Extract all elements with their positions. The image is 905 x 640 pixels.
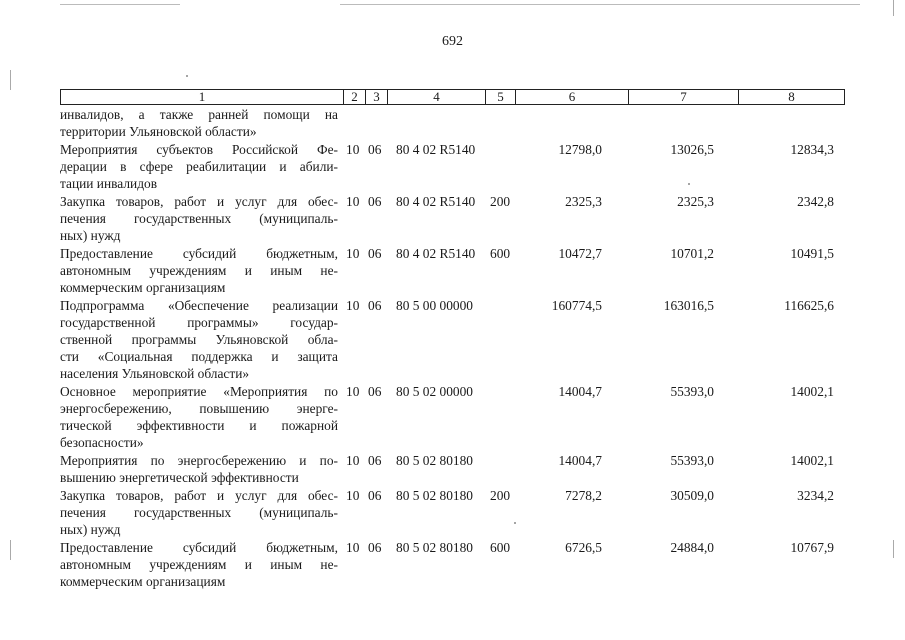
row-name-line: автономным учреждениям и иным не- xyxy=(60,557,338,572)
row-name-line: дерации в сфере реабилитации и абили- xyxy=(60,159,338,174)
cell-c6: 14004,7 xyxy=(558,453,602,468)
cell-c2: 10 xyxy=(346,246,360,261)
cell-c6: 2325,3 xyxy=(565,194,602,209)
table-row xyxy=(60,245,845,296)
cell-c8: 14002,1 xyxy=(790,384,834,399)
row-name-line: Основное мероприятие «Мероприятия по xyxy=(60,384,338,399)
cell-c5: 600 xyxy=(490,246,511,261)
cell-c4: 80 4 02 R5140 xyxy=(396,194,476,209)
table-row xyxy=(60,487,845,538)
row-name xyxy=(60,193,338,244)
cell-c2: 10 xyxy=(346,298,360,313)
row-name-line: тической эффективности и пожарной xyxy=(60,418,338,433)
table-row xyxy=(60,539,845,590)
scan-artifact xyxy=(10,540,11,560)
cell-c7: 2325,3 xyxy=(677,194,714,209)
scan-artifact xyxy=(893,540,894,558)
row-name xyxy=(60,452,338,486)
header-cell-5: 5 xyxy=(486,90,516,104)
cell-c3: 06 xyxy=(368,246,382,261)
row-name-line: государственной программы» государ- xyxy=(60,315,338,330)
row-name-line: безопасности» xyxy=(60,435,144,450)
row-name-line: Мероприятия по энергосбережению и по- xyxy=(60,453,338,468)
cell-c2: 10 xyxy=(346,540,360,555)
row-name xyxy=(60,383,338,451)
cell-c4: 80 4 02 R5140 xyxy=(396,246,476,261)
row-name xyxy=(60,539,338,590)
cell-c4: 80 5 02 80180 xyxy=(396,540,473,555)
cell-c8: 10491,5 xyxy=(790,246,834,261)
row-name-line: ных) нужд xyxy=(60,522,121,537)
row-name-line: ных) нужд xyxy=(60,228,121,243)
cell-c5: 200 xyxy=(490,194,511,209)
row-name-line: Предоставление субсидий бюджетным, xyxy=(60,246,338,261)
header-cell-4: 4 xyxy=(388,90,486,104)
cell-c3: 06 xyxy=(368,142,382,157)
scan-artifact xyxy=(186,75,188,77)
cell-c8: 116625,6 xyxy=(784,298,834,313)
cell-c3: 06 xyxy=(368,384,382,399)
cell-c6: 7278,2 xyxy=(565,488,602,503)
header-cell-6: 6 xyxy=(516,90,629,104)
row-name-line: Закупка товаров, работ и услуг для обес- xyxy=(60,194,338,209)
table-row xyxy=(60,141,845,192)
row-name-line: печения государственных (муниципаль- xyxy=(60,505,338,520)
row-name xyxy=(60,106,338,140)
cell-c6: 12798,0 xyxy=(558,142,602,157)
row-name-line: Закупка товаров, работ и услуг для обес- xyxy=(60,488,338,503)
cell-c5: 200 xyxy=(490,488,511,503)
row-name-line: энергосбережению, повышению энерге- xyxy=(60,401,338,416)
table-body xyxy=(60,106,845,591)
row-name-line: территории Ульяновской области» xyxy=(60,124,257,139)
cell-c8: 2342,8 xyxy=(797,194,834,209)
cell-c3: 06 xyxy=(368,488,382,503)
row-name-line: Мероприятия субъектов Российской Фе- xyxy=(60,142,338,157)
cell-c2: 10 xyxy=(346,142,360,157)
cell-c7: 55393,0 xyxy=(670,453,714,468)
cell-c4: 80 5 02 80180 xyxy=(396,488,473,503)
row-name-line: тации инвалидов xyxy=(60,176,158,191)
cell-c2: 10 xyxy=(346,488,360,503)
cell-c3: 06 xyxy=(368,540,382,555)
row-name-line: вышению энергетической эффективности xyxy=(60,470,299,485)
cell-c3: 06 xyxy=(368,298,382,313)
cell-c3: 06 xyxy=(368,194,382,209)
row-name-line: печения государственных (муниципаль- xyxy=(60,211,338,226)
cell-c6: 160774,5 xyxy=(551,298,602,313)
header-cell-2: 2 xyxy=(344,90,366,104)
header-cell-7: 7 xyxy=(629,90,739,104)
cell-c8: 14002,1 xyxy=(790,453,834,468)
cell-c8: 12834,3 xyxy=(790,142,834,157)
cell-c7: 55393,0 xyxy=(670,384,714,399)
cell-c7: 10701,2 xyxy=(670,246,714,261)
cell-c6: 6726,5 xyxy=(565,540,602,555)
cell-c7: 163016,5 xyxy=(663,298,714,313)
cell-c6: 14004,7 xyxy=(558,384,602,399)
table-row xyxy=(60,452,845,486)
cell-c2: 10 xyxy=(346,194,360,209)
cell-c2: 10 xyxy=(346,453,360,468)
cell-c6: 10472,7 xyxy=(558,246,602,261)
row-name xyxy=(60,141,338,192)
row-name-line: Предоставление субсидий бюджетным, xyxy=(60,540,338,555)
cell-c5: 600 xyxy=(490,540,511,555)
row-name-line: сти «Социальная поддержка и защита xyxy=(60,349,338,364)
scan-artifact xyxy=(10,70,11,90)
cell-c4: 80 5 00 00000 xyxy=(396,298,473,313)
cell-c4: 80 5 02 00000 xyxy=(396,384,473,399)
scan-artifact xyxy=(893,0,894,16)
scan-artifact xyxy=(60,4,180,5)
cell-c8: 3234,2 xyxy=(797,488,834,503)
cell-c7: 30509,0 xyxy=(670,488,714,503)
table-row xyxy=(60,383,845,451)
row-name xyxy=(60,297,338,382)
row-name xyxy=(60,245,338,296)
row-name-line: ственной программы Ульяновской обла- xyxy=(60,332,338,347)
cell-c4: 80 5 02 80180 xyxy=(396,453,473,468)
row-name-line: автономным учреждениям и иным не- xyxy=(60,263,338,278)
table-header-row xyxy=(60,89,845,105)
row-name-line: коммерческим организациям xyxy=(60,280,226,295)
header-cell-8: 8 xyxy=(788,89,795,104)
cell-c7: 24884,0 xyxy=(670,540,714,555)
row-name-line: инвалидов, а также ранней помощи на xyxy=(60,107,338,122)
table-row xyxy=(60,106,845,140)
table-row xyxy=(60,193,845,244)
cell-c3: 06 xyxy=(368,453,382,468)
table-row xyxy=(60,297,845,382)
header-cell-1: 1 xyxy=(61,90,344,104)
cell-c2: 10 xyxy=(346,384,360,399)
cell-c7: 13026,5 xyxy=(670,142,714,157)
cell-c8: 10767,9 xyxy=(790,540,834,555)
row-name-line: населения Ульяновской области» xyxy=(60,366,250,381)
scan-artifact xyxy=(340,4,860,5)
page-number: 692 xyxy=(442,34,463,49)
cell-c4: 80 4 02 R5140 xyxy=(396,142,476,157)
row-name-line: Подпрограмма «Обеспечение реализации xyxy=(60,298,338,313)
header-cell-3: 3 xyxy=(366,90,388,104)
row-name-line: коммерческим организациям xyxy=(60,574,226,589)
row-name xyxy=(60,487,338,538)
